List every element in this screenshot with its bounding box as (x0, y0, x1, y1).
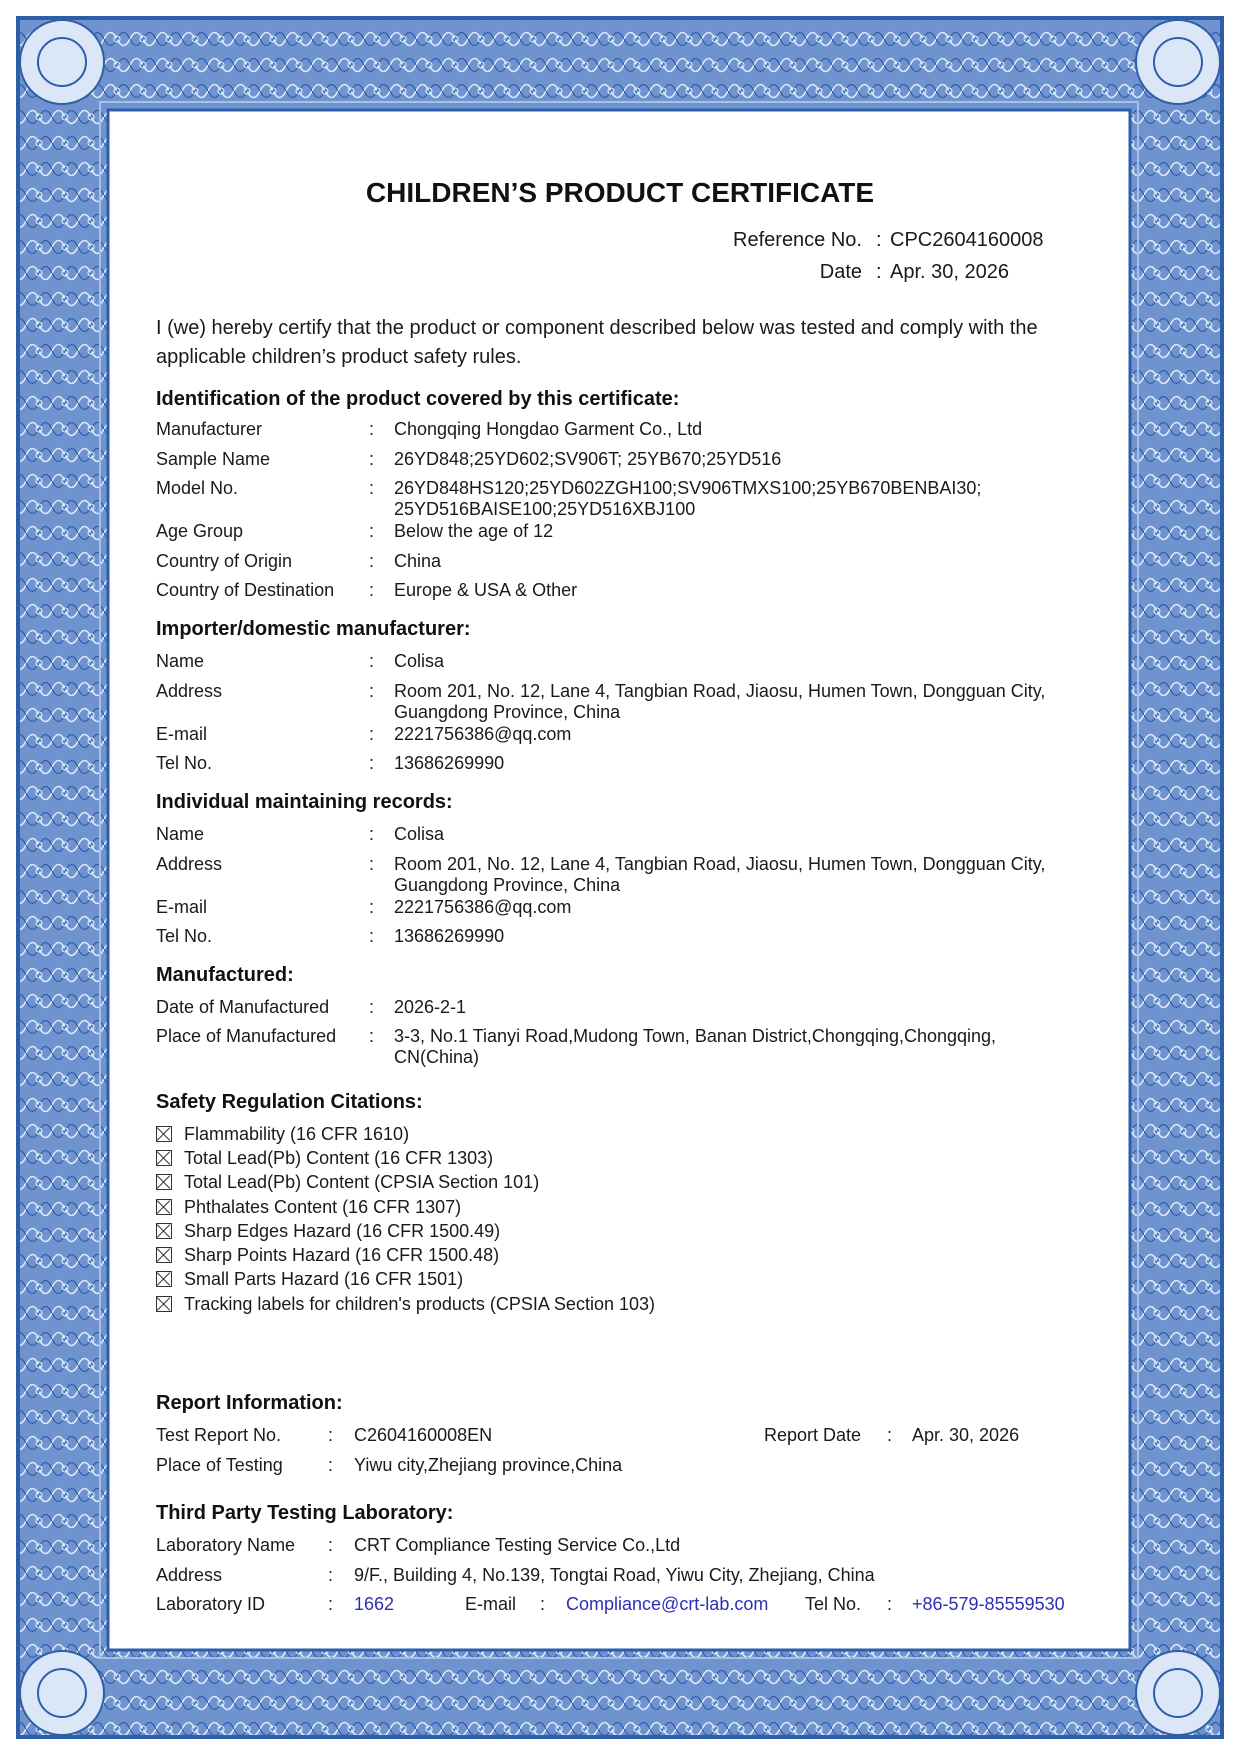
sample-name-value: 26YD848;25YD602;SV906T; 25YB670;25YD516 (394, 449, 782, 469)
model-value-line-1: 26YD848HS120;25YD602ZGH100;SV906TMXS100;25YB670BENBAI30; (394, 478, 982, 498)
manufactured-date-label: Date of Manufactured (156, 997, 330, 1017)
colon: : (328, 1535, 334, 1555)
records-name-label: Name (156, 824, 205, 844)
importer-address-line-1: Room 201, No. 12, Lane 4, Tangbian Road, Jiaosu, Humen Town, Dongguan City, (394, 681, 1046, 701)
certification-statement: I (we) hereby certify that the product or component described below was tested and comply with the applicable children’s product safety rules. (156, 317, 1038, 368)
checked-box-icon (156, 1199, 172, 1215)
colon: : (369, 449, 375, 469)
checked-box-icon (156, 1296, 172, 1312)
colon: : (369, 997, 375, 1017)
manufacturer-label: Manufacturer (156, 419, 263, 439)
destination-value: Europe & USA & Other (394, 580, 578, 600)
citation-item: Phthalates Content (16 CFR 1307) (156, 1197, 461, 1218)
manufacturer-value: Chongqing Hongdao Garment Co., Ltd (394, 419, 703, 439)
checked-box-icon (156, 1247, 172, 1263)
testing-place-value: Yiwu city,Zhejiang province,China (354, 1455, 623, 1475)
date-label: Date (819, 261, 862, 283)
records-name-value: Colisa (394, 824, 445, 844)
colon: : (328, 1565, 334, 1585)
certificate-title: CHILDREN’S PRODUCT CERTIFICATE (365, 177, 875, 208)
checked-box-icon (156, 1271, 172, 1287)
lab-email-label: E-mail (465, 1594, 517, 1614)
colon: : (328, 1455, 334, 1475)
age-group-label: Age Group (156, 521, 244, 541)
colon: : (369, 681, 375, 701)
colon: : (369, 824, 375, 844)
lab-id-label: Laboratory ID (156, 1594, 266, 1614)
colon: : (328, 1425, 334, 1445)
importer-name-value: Colisa (394, 651, 445, 671)
destination-label: Country of Destination (156, 580, 335, 600)
colon: : (887, 1594, 893, 1614)
citation-item: Tracking labels for children's products (CPSIA Section 103) (156, 1294, 655, 1315)
checked-box-icon (156, 1223, 172, 1239)
colon: : (887, 1425, 893, 1445)
lab-name-label: Laboratory Name (156, 1535, 296, 1555)
lab-address-value: 9/F., Building 4, No.139, Tongtai Road, Yiwu City, Zhejiang, China (354, 1565, 875, 1585)
colon: : (369, 854, 375, 874)
citation-item: Total Lead(Pb) Content (16 CFR 1303) (156, 1148, 493, 1169)
lab-email-link[interactable]: Compliance@crt-lab.com (566, 1594, 769, 1614)
reference-label: Reference No. (733, 229, 862, 251)
importer-tel-label: Tel No. (156, 753, 213, 773)
records-address-line-2: Guangdong Province, China (394, 875, 621, 895)
importer-email-label: E-mail (156, 724, 208, 744)
importer-tel-value: 13686269990 (394, 753, 505, 773)
lab-heading: Third Party Testing Laboratory: (156, 1502, 454, 1524)
model-value-line-2: 25YD516BAISE100;25YD516XBJ100 (394, 499, 696, 519)
safety-heading: Safety Regulation Citations: (156, 1091, 423, 1113)
lab-address-label: Address (156, 1565, 223, 1585)
citation-item: Small Parts Hazard (16 CFR 1501) (156, 1269, 463, 1290)
records-heading: Individual maintaining records: (156, 791, 453, 813)
lab-tel-label: Tel No. (805, 1594, 862, 1614)
lab-tel-value: +86-579-85559530 (912, 1594, 1065, 1614)
reference-value: CPC2604160008 (890, 229, 1044, 251)
colon: : (369, 651, 375, 671)
manufactured-place-line-1: 3-3, No.1 Tianyi Road,Mudong Town, Banan District,Chongqing,Chongqing, (394, 1026, 997, 1046)
importer-name-label: Name (156, 651, 205, 671)
colon: : (369, 897, 375, 917)
colon: : (369, 419, 375, 439)
date-colon: : (876, 261, 882, 283)
citation-item: Flammability (16 CFR 1610) (156, 1124, 409, 1145)
origin-value: China (394, 551, 442, 571)
date-value: Apr. 30, 2026 (890, 261, 1009, 283)
test-report-label: Test Report No. (156, 1425, 282, 1445)
citation-item: Total Lead(Pb) Content (CPSIA Section 101) (156, 1172, 539, 1193)
citation-item: Sharp Points Hazard (16 CFR 1500.48) (156, 1245, 499, 1266)
colon: : (369, 724, 375, 744)
importer-address-label: Address (156, 681, 223, 701)
manufactured-place-line-2: CN(China) (394, 1047, 480, 1067)
citation-item: Sharp Edges Hazard (16 CFR 1500.49) (156, 1221, 500, 1242)
colon: : (369, 926, 375, 946)
colon: : (369, 478, 375, 498)
report-heading: Report Information: (156, 1392, 343, 1414)
age-group-value: Below the age of 12 (394, 521, 554, 541)
origin-label: Country of Origin (156, 551, 293, 571)
colon: : (369, 1026, 375, 1046)
report-date-label: Report Date (764, 1425, 862, 1445)
colon: : (369, 551, 375, 571)
test-report-value: C2604160008EN (354, 1425, 493, 1445)
checked-box-icon (156, 1174, 172, 1190)
report-date-value: Apr. 30, 2026 (912, 1425, 1020, 1445)
sample-name-label: Sample Name (156, 449, 271, 469)
manufactured-heading: Manufactured: (156, 964, 294, 986)
records-tel-value: 13686269990 (394, 926, 505, 946)
reference-colon: : (876, 229, 882, 251)
colon: : (369, 753, 375, 773)
manufactured-date-value: 2026-2-1 (394, 997, 467, 1017)
importer-heading: Importer/domestic manufacturer: (156, 618, 471, 640)
lab-name-value: CRT Compliance Testing Service Co.,Ltd (354, 1535, 681, 1555)
checked-box-icon (156, 1150, 172, 1166)
importer-email-value: 2221756386@qq.com (394, 724, 572, 744)
colon: : (540, 1594, 546, 1614)
records-email-label: E-mail (156, 897, 208, 917)
colon: : (369, 580, 375, 600)
lab-id-value: 1662 (354, 1594, 395, 1614)
colon: : (328, 1594, 334, 1614)
records-email-value: 2221756386@qq.com (394, 897, 572, 917)
records-address-line-1: Room 201, No. 12, Lane 4, Tangbian Road, Jiaosu, Humen Town, Dongguan City, (394, 854, 1046, 874)
manufactured-place-label: Place of Manufactured (156, 1026, 337, 1046)
model-label: Model No. (156, 478, 239, 498)
records-address-label: Address (156, 854, 223, 874)
records-tel-label: Tel No. (156, 926, 213, 946)
testing-place-label: Place of Testing (156, 1455, 283, 1475)
importer-address-line-2: Guangdong Province, China (394, 702, 621, 722)
checked-box-icon (156, 1126, 172, 1142)
identification-heading: Identification of the product covered by this certificate: (156, 388, 680, 410)
colon: : (369, 521, 375, 541)
